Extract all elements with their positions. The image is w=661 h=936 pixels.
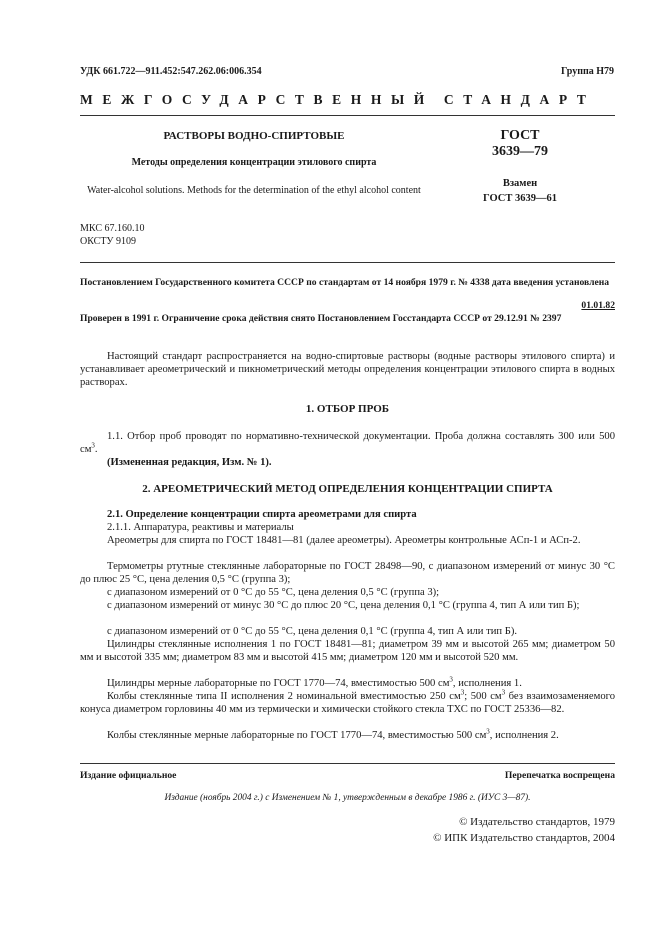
intro-paragraph: Настоящий стандарт распространяется на водно-спиртовые растворы (водные растворы этилового спирта) и устанавливает ареометрический и пикнометрический методы определения концентрации этилового спирта в водных растворах. [80, 351, 615, 388]
superscript: 3 [501, 688, 506, 697]
copyright-1979: © Издательство стандартов, 1979 [459, 816, 615, 828]
superscript: 3 [91, 441, 95, 450]
section-2-heading: 2. АРЕОМЕТРИЧЕСКИЙ МЕТОД ОПРЕДЕЛЕНИЯ КОНЦЕНТРАЦИИ СПИРТА [142, 483, 553, 495]
divider [80, 763, 615, 764]
superscript: 3 [460, 688, 465, 697]
mks-code: МКС 67.160.10 [80, 223, 145, 234]
paragraph-1-1-text: 1.1. Отбор проб проводят по нормативно-технической документации. Проба должна составлять 300 или 500 см [80, 431, 615, 455]
title-ru-main: РАСТВОРЫ ВОДНО-СПИРТОВЫЕ [163, 130, 345, 142]
gost-label: ГОСТ [500, 128, 540, 143]
okstu-code: ОКСТУ 9109 [80, 236, 137, 247]
title-en: Water-alcohol solutions. Methods for the determination of the ethyl alcohol content [87, 185, 421, 196]
classification-codes [80, 222, 144, 248]
official-edition: Издание официальное [80, 770, 177, 781]
paragraph-flasks-a: Колбы стеклянные типа II исполнения 2 номинальной вместимостью 250 см [107, 691, 461, 702]
paragraph-flasks-c: без взаимозаменяемого конуса диаметром горловины 40 мм из термически и химически стойкого стекла ТХС по ГОСТ 25336—82. [80, 691, 615, 715]
paragraph-1-1 [80, 431, 615, 457]
paragraph-cylinders-2-end: , исполнения 1. [452, 678, 522, 689]
paragraph-areometers: Ареометры для спирта по ГОСТ 18481—81 (далее ареометры). Ареометры контрольные АСп-1 и АСп-2. [107, 535, 581, 546]
paragraph-flasks-2 [80, 727, 615, 743]
paragraph-thermometers-4: с диапазоном измерений от 0 °С до 55 °С, цена деления 0,1 °С (группа 4, тип А или тип Б). [107, 626, 518, 637]
paragraph-flasks-2-end: , исполнения 2. [489, 730, 559, 741]
paragraph-cylinders: Цилиндры стеклянные исполнения 1 по ГОСТ 18481—81; диаметром 39 мм и высотой 265 мм; диаметром 50 мм и высотой 335 мм; диаметром 83 мм и высотой 415 мм; диаметром 120 мм и высотой 520 мм. [80, 639, 615, 663]
decree-date: 01.01.82 [581, 300, 615, 311]
udk-code: УДК 661.722—911.452:547.262.06:006.354 [80, 66, 262, 77]
divider [80, 262, 615, 263]
subsection-2-1-1: 2.1.1. Аппаратура, реактивы и материалы [107, 522, 294, 533]
standard-banner [80, 92, 610, 108]
paragraph-thermometers: Термометры ртутные стеклянные лабораторные по ГОСТ 28498—90, с диапазоном измерений от минус 30 °С до плюс 25 °С, цена деления 0,5 °С (группа 3); [80, 561, 615, 585]
group-code: Группа Н79 [561, 66, 614, 77]
reprint-prohibited: Перепечатка воспрещена [504, 770, 615, 781]
paragraph-flasks [80, 688, 615, 717]
edition-note-1: (Измененная редакция, Изм. № 1). [107, 457, 272, 468]
copyright-2004: © ИПК Издательство стандартов, 2004 [433, 832, 615, 844]
punct: . [94, 443, 98, 455]
gost-number: 3639—79 [492, 144, 548, 159]
decree-text: Постановлением Государственного комитета СССР по стандартам от 14 ноября 1979 г. № 4338 дата введения установлена [80, 277, 610, 288]
subsection-2-1: 2.1. Определение концентрации спирта ареометрами для спирта [107, 509, 417, 520]
paragraph-cylinders-2 [80, 675, 615, 691]
paragraph-flasks-b: ; 500 см [464, 691, 502, 702]
section-1-heading: 1. ОТБОР ПРОБ [305, 403, 390, 415]
copyright-block [433, 814, 615, 846]
superscript: 3 [449, 675, 453, 684]
title-ru-sub: Методы определения концентрации этилового спирта [131, 157, 377, 168]
superscript: 3 [486, 727, 490, 736]
divider [80, 115, 615, 116]
paragraph-thermometers-2: с диапазоном измерений от 0 °С до 55 °С, цена деления 0,5 °С (группа 3); [107, 587, 440, 598]
decree-checked: Проверен в 1991 г. Ограничение срока действия снято Постановлением Госстандарта СССР от 29.12.91 № 2397 [80, 313, 562, 324]
paragraph-thermometers-3: с диапазоном измерений от минус 30 °С до плюс 20 °С, цена деления 0,1 °С (группа 4, тип А или тип Б); [107, 600, 580, 611]
paragraph-flasks-2-text: Колбы стеклянные мерные лабораторные по ГОСТ 1770—74, вместимостью 500 см [107, 730, 487, 741]
paragraph-cylinders-2-text: Цилиндры мерные лабораторные по ГОСТ 1770—74, вместимостью 500 см [107, 678, 450, 689]
replaces-gost: ГОСТ 3639—61 [483, 193, 557, 204]
edition-info: Издание (ноябрь 2004 г.) с Изменением № 1, утвержденным в декабре 1986 г. (ИУС 3—87). [164, 793, 531, 803]
banner-word-2: СТАНДАРТ [443, 92, 596, 107]
replaces-label: Взамен [502, 178, 538, 189]
banner-word-1: МЕЖГОСУДАРСТВЕННЫЙ [80, 92, 434, 107]
